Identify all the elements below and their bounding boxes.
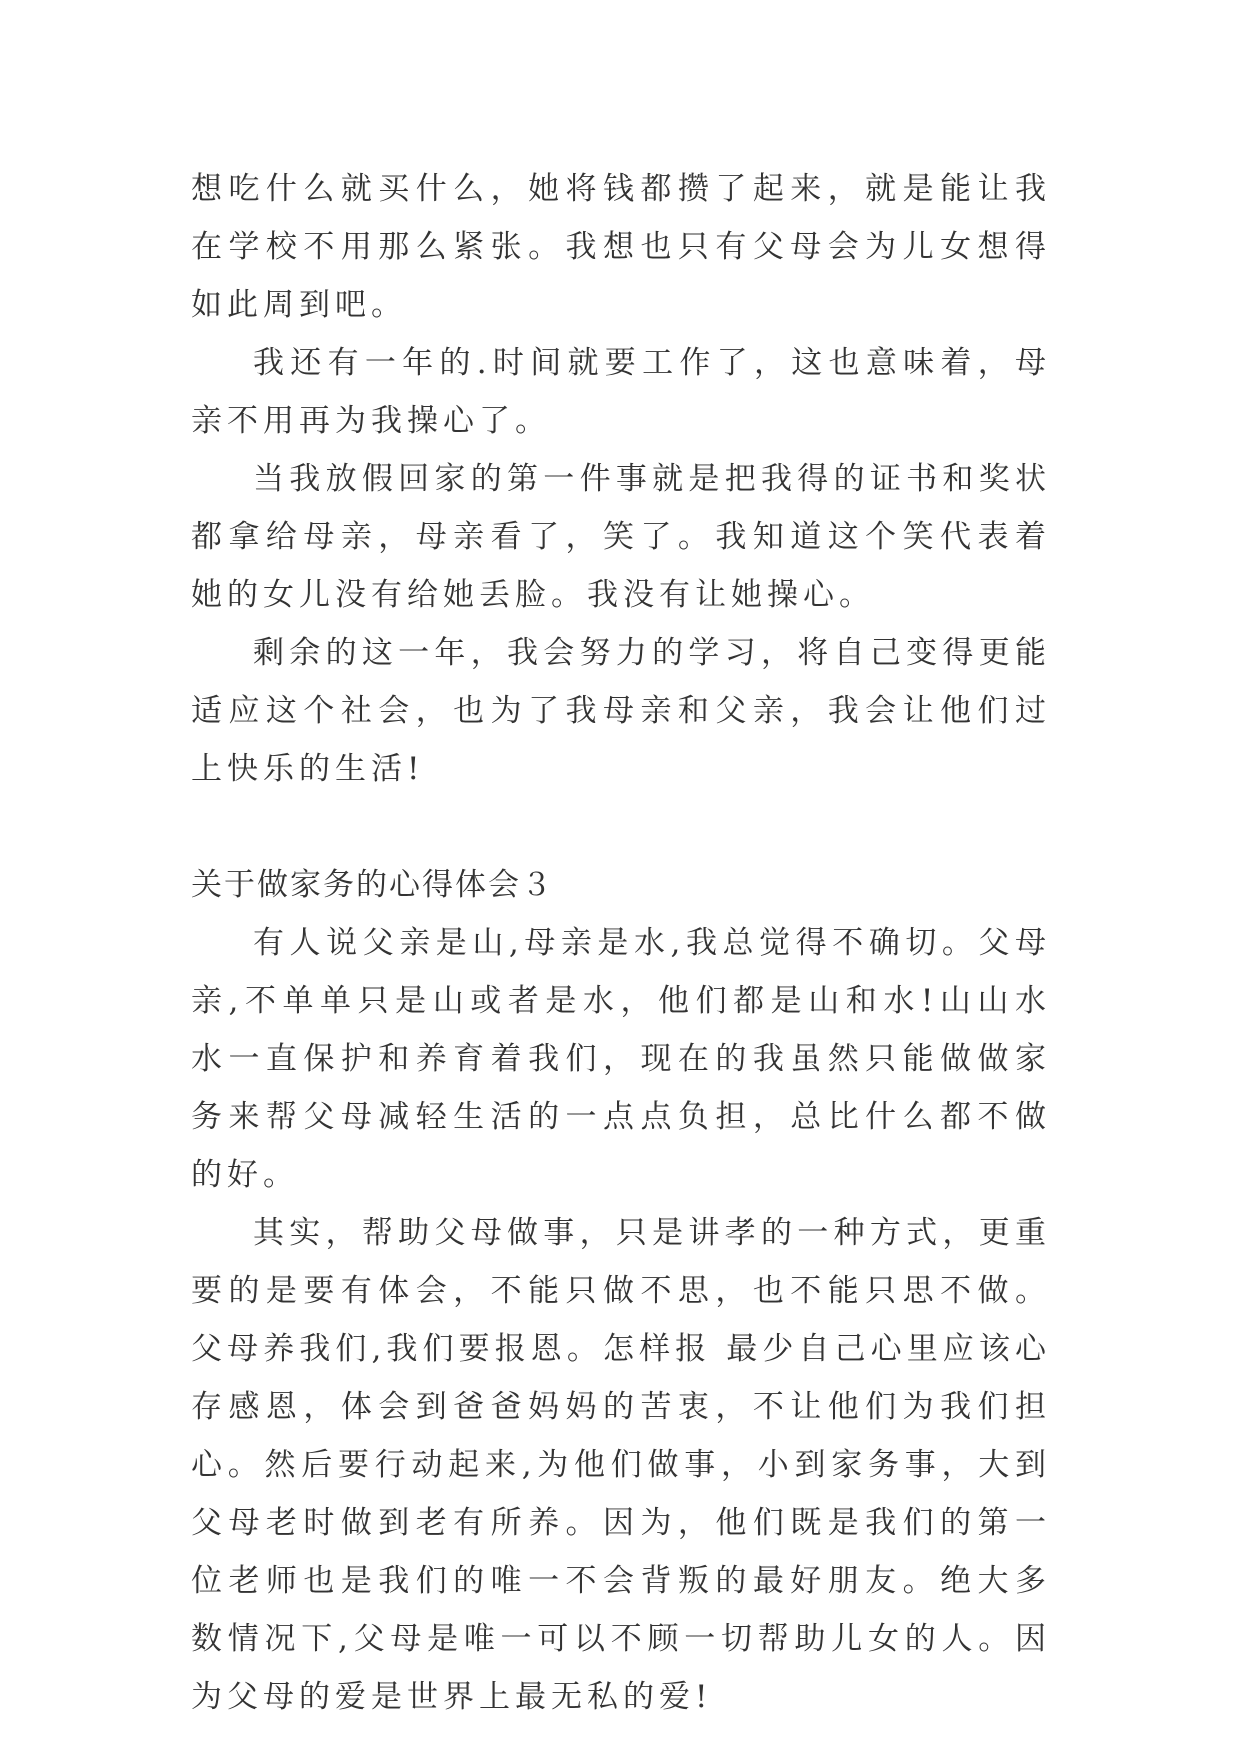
document-body	[191, 160, 1051, 1726]
section-title: 关于做家务的心得体会３	[191, 867, 554, 903]
paragraph: 想吃什么就买什么，她将钱都攒了起来，就是能让我在学校不用那么紧张。我想也只有父母会为儿女想得如此周到吧。	[191, 171, 1051, 323]
paragraph: 其实，帮助父母做事，只是讲孝的一种方式，更重要的是要有体会，不能只做不思，也不能只思不做。父母养我们,我们要报恩。怎样报 最少自己心里应该心存感恩，体会到爸爸妈妈的苦衷，不让他们为我们担心。然后要行动起来,为他们做事，小到家务事，大到父母老时做到老有所养。因为，他们既是我们的第一位老师也是我们的唯一不会背叛的最好朋友。绝大多数情况下,父母是唯一可以不顾一切帮助儿女的人。因为父母的爱是世界上最无私的爱!	[191, 1215, 1051, 1715]
paragraph: 当我放假回家的第一件事就是把我得的证书和奖状都拿给母亲，母亲看了，笑了。我知道这个笑代表着她的女儿没有给她丢脸。我没有让她操心。	[191, 461, 1051, 613]
paragraph: 我还有一年的.时间就要工作了，这也意味着，母亲不用再为我操心了。	[191, 345, 1051, 439]
paragraph: 剩余的这一年，我会努力的学习，将自己变得更能适应这个社会，也为了我母亲和父亲，我会让他们过上快乐的生活!	[191, 635, 1051, 787]
paragraph: 有人说父亲是山,母亲是水,我总觉得不确切。父母亲,不单单只是山或者是水，他们都是山和水!山山水水一直保护和养育着我们，现在的我虽然只能做做家务来帮父母减轻生活的一点点负担，总比什么都不做的好。	[191, 925, 1051, 1193]
